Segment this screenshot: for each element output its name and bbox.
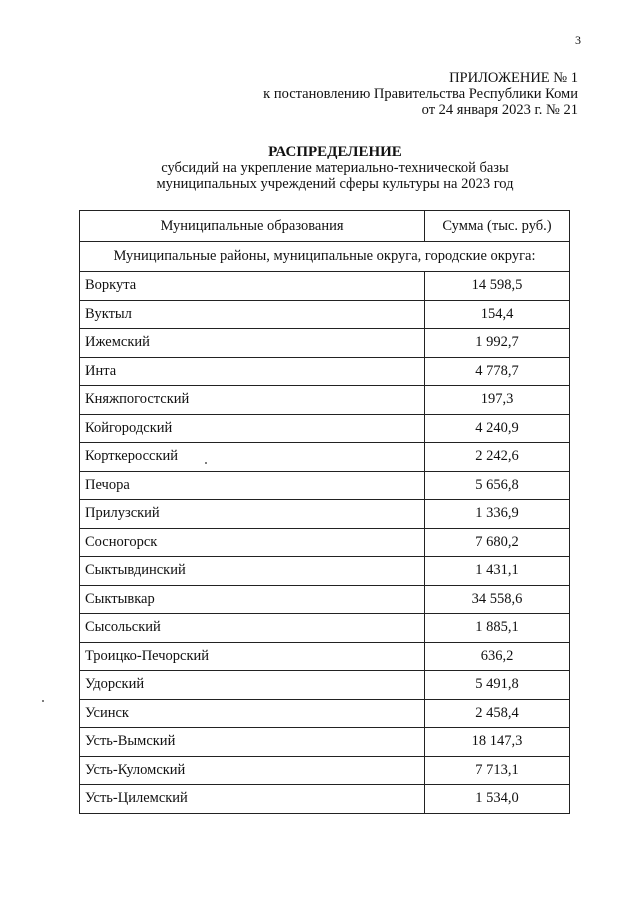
- table-row: [80, 329, 570, 358]
- municipality-name: Удорский: [80, 671, 425, 700]
- table-row: [80, 500, 570, 529]
- document-subtitle-line2: муниципальных учреждений сферы культуры на 2023 год: [156, 176, 514, 192]
- municipality-name: Инта: [80, 357, 425, 386]
- table-row: [80, 614, 570, 643]
- document-subtitle-line1: субсидий на укрепление материально-технической базы: [161, 160, 509, 176]
- table-row: [80, 671, 570, 700]
- municipality-name: Усть-Вымский: [80, 728, 425, 757]
- municipality-name: Койгородский: [80, 414, 425, 443]
- table-row: [80, 557, 570, 586]
- subsidy-amount: 4 778,7: [425, 357, 570, 386]
- subsidy-distribution-table: [79, 210, 570, 814]
- scan-speck: [205, 462, 207, 464]
- municipality-name: Вуктыл: [80, 300, 425, 329]
- document-heading: РАСПРЕДЕЛЕНИЕ: [268, 144, 402, 160]
- subsidy-amount: 1 336,9: [425, 500, 570, 529]
- table-row: [80, 414, 570, 443]
- subsidy-amount: 7 713,1: [425, 756, 570, 785]
- table-row: [80, 785, 570, 814]
- header-municipality: Муниципальные образования: [80, 211, 425, 242]
- table-row: [80, 585, 570, 614]
- table-row: [80, 272, 570, 301]
- subsidy-amount: 5 656,8: [425, 471, 570, 500]
- document-title-block: [0, 144, 640, 192]
- table-row: [80, 642, 570, 671]
- municipality-name: Усть-Цилемский: [80, 785, 425, 814]
- section-row: [80, 242, 570, 272]
- municipality-name: Усть-Куломский: [80, 756, 425, 785]
- table-row: [80, 528, 570, 557]
- subsidy-amount: 1 431,1: [425, 557, 570, 586]
- municipality-name: Печора: [80, 471, 425, 500]
- municipality-name: Корткеросский: [80, 443, 425, 472]
- subsidy-amount: 2 458,4: [425, 699, 570, 728]
- municipality-name: Сысольский: [80, 614, 425, 643]
- section-label: Муниципальные районы, муниципальные округа, городские округа:: [80, 242, 570, 272]
- subsidy-amount: 1 885,1: [425, 614, 570, 643]
- subsidy-amount: 1 992,7: [425, 329, 570, 358]
- appendix-block: [263, 70, 578, 118]
- subsidy-amount: 4 240,9: [425, 414, 570, 443]
- table-row: [80, 728, 570, 757]
- municipality-name: Ижемский: [80, 329, 425, 358]
- table-row: [80, 300, 570, 329]
- table-row: [80, 443, 570, 472]
- subsidy-amount: 636,2: [425, 642, 570, 671]
- table-row: [80, 386, 570, 415]
- appendix-resolution: к постановлению Правительства Республики Коми: [263, 86, 578, 102]
- subsidy-amount: 154,4: [425, 300, 570, 329]
- table-row: [80, 756, 570, 785]
- subsidy-amount: 2 242,6: [425, 443, 570, 472]
- municipality-name: Усинск: [80, 699, 425, 728]
- municipality-name: Троицко-Печорский: [80, 642, 425, 671]
- appendix-title: ПРИЛОЖЕНИЕ № 1: [449, 70, 578, 86]
- table-row: [80, 699, 570, 728]
- municipality-name: Сыктывкар: [80, 585, 425, 614]
- table-row: [80, 357, 570, 386]
- municipality-name: Княжпогостский: [80, 386, 425, 415]
- municipality-name: Прилузский: [80, 500, 425, 529]
- page-number: 3: [575, 33, 581, 47]
- subsidy-amount: 197,3: [425, 386, 570, 415]
- subsidy-amount: 18 147,3: [425, 728, 570, 757]
- municipality-name: Сыктывдинский: [80, 557, 425, 586]
- header-sum: Сумма (тыс. руб.): [425, 211, 570, 242]
- subsidy-amount: 5 491,8: [425, 671, 570, 700]
- subsidy-amount: 1 534,0: [425, 785, 570, 814]
- table-header-row: [80, 211, 570, 242]
- municipality-name: Сосногорск: [80, 528, 425, 557]
- municipality-name: Воркута: [80, 272, 425, 301]
- subsidy-amount: 14 598,5: [425, 272, 570, 301]
- table-row: [80, 471, 570, 500]
- subsidy-amount: 7 680,2: [425, 528, 570, 557]
- appendix-date: от 24 января 2023 г. № 21: [421, 102, 578, 118]
- scan-speck: [42, 700, 44, 702]
- subsidy-amount: 34 558,6: [425, 585, 570, 614]
